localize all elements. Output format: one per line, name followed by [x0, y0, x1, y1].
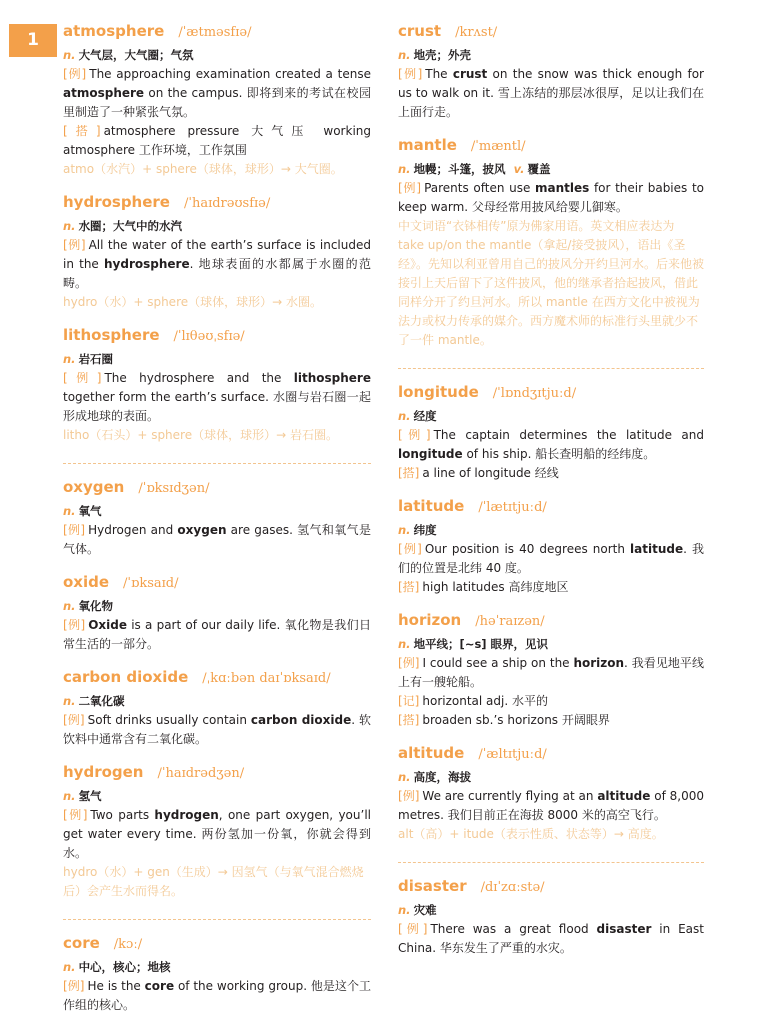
example [63, 977, 371, 1015]
phonetic: /həˈraɪzən/ [475, 614, 545, 629]
example-tag: [例] [398, 67, 423, 81]
etymology: atmo（水汽）+ sphere（球体，球形）→ 大气圈。 [63, 162, 343, 176]
example-keyword: carbon dioxide [250, 713, 352, 727]
pos-label-2: v. [513, 162, 525, 176]
definition-text: 大气层，大气圈；气氛 [78, 48, 194, 62]
example [63, 521, 371, 559]
pos-label: n. [63, 48, 76, 62]
etymology: 中文词语“衣钵相传”原为佛家用语。英文相应表达为 take up/on the mantle（拿起/接受披风），语出《圣经》。先知以利亚曾用自己的披风分开约旦河水。后来他被接引上天后留下了这件披风，他的继承者拾起披风，借此同样分开了约旦河水。所以 mantle 在西方文化中被视为法力或权力传承的媒介。西方魔术师的标准行头里就少不了一件 mantle。 [398, 219, 705, 347]
phonetic: /ˈmæntl/ [470, 139, 526, 154]
definition [63, 787, 371, 806]
example-keyword: horizon [573, 656, 625, 670]
pos-label: n. [398, 523, 411, 537]
example-tag: [例] [63, 523, 86, 537]
headword: atmosphere [63, 22, 165, 40]
phonetic: /dɪˈzɑːstə/ [480, 880, 545, 895]
definition [398, 635, 704, 654]
note [398, 692, 704, 711]
example-text: Two parts [90, 808, 155, 822]
example-text: I could see a ship on the [422, 656, 574, 670]
example [63, 369, 371, 426]
example-tag: [例] [63, 713, 85, 727]
definition-text: 灾难 [413, 903, 437, 917]
example-text: Soft drinks usually contain [87, 713, 251, 727]
page-number-badge: 1 [9, 24, 57, 57]
etymology: hydro（水）+ gen（生成）→ 因氢气（与氧气混合燃烧后）会产生水而得名。 [63, 865, 364, 898]
example-text: is a part of our daily life. 氧化物是我们日常生活的一部分。 [63, 618, 372, 651]
phonetic: /ˈɒksaɪd/ [123, 576, 179, 591]
collocation-tag: [搭] [63, 124, 101, 138]
headword-line [63, 573, 371, 597]
section-divider [63, 919, 371, 920]
entry-crust [398, 22, 704, 122]
definition-text: 高度，海拔 [413, 770, 472, 784]
example [63, 711, 371, 749]
example-keyword: disaster [596, 922, 652, 936]
section-divider [398, 368, 704, 369]
headword: lithosphere [63, 326, 160, 344]
example-text: We are currently flying at an [422, 789, 598, 803]
example [63, 236, 371, 293]
definition [63, 597, 371, 616]
pos-label: n. [398, 637, 411, 651]
example-text: The captain determines the latitude and [433, 428, 704, 442]
example-text: The [425, 67, 453, 81]
phonetic: /ˈɒksɪdʒən/ [138, 481, 210, 496]
example-text: There was a great flood [430, 922, 597, 936]
example-tag: [例] [398, 656, 420, 670]
definition [398, 407, 704, 426]
collocation-text: atmosphere pressure 大气压 working atmosphere 工作环境，工作氛围 [63, 124, 371, 157]
headword: hydrosphere [63, 193, 170, 211]
example-text: . 我们的位置是北纬 40 度。 [398, 542, 704, 575]
definition [398, 160, 704, 179]
example-keyword: core [144, 979, 175, 993]
pos-label: n. [398, 48, 411, 62]
example-tag: [例] [63, 371, 102, 385]
definition [63, 350, 371, 369]
definition-text: 二氧化碳 [78, 694, 125, 708]
phonetic: /ˈhaɪdrəʊsfɪə/ [184, 196, 271, 211]
pos-label: n. [398, 770, 411, 784]
headword-line [398, 22, 704, 46]
phonetic: /ˈhaɪdrədʒən/ [157, 766, 245, 781]
headword-line [398, 877, 704, 901]
entry-oxide [63, 573, 371, 654]
headword: carbon dioxide [63, 668, 189, 686]
example-tag: [例] [398, 181, 422, 195]
pos-label: n. [63, 960, 76, 974]
collocation-tag: [搭] [398, 580, 420, 594]
definition-text: 水圈；大气中的水汽 [78, 219, 183, 233]
example-keyword: hydrosphere [104, 257, 190, 271]
example [398, 179, 704, 217]
collocation [398, 464, 704, 483]
example-keyword: hydrogen [154, 808, 219, 822]
example [398, 426, 704, 464]
definition [398, 768, 704, 787]
example-text: of 8,000 metres. 我们目前正在海拔 8000 米的高空飞行。 [398, 789, 704, 822]
entry-atmosphere [63, 22, 371, 179]
example-tag: [例] [398, 428, 431, 442]
headword: oxide [63, 573, 110, 591]
pos-label: n. [63, 219, 76, 233]
entry-oxygen [63, 478, 371, 559]
definition [398, 901, 704, 920]
example [398, 65, 704, 122]
phonetic: /ˈætməsfɪə/ [178, 25, 252, 40]
pos-label: n. [63, 599, 76, 613]
headword: altitude [398, 744, 465, 762]
example-text: for their babies to keep warm. 父母经常用披风给婴儿御寒。 [398, 181, 704, 214]
example [63, 806, 371, 863]
etymology: alt（高）+ itude（表示性质、状态等）→ 高度。 [398, 827, 664, 841]
definition [63, 217, 371, 236]
pos-label: n. [63, 352, 76, 366]
definition-text: 氧气 [78, 504, 102, 518]
example-keyword: latitude [630, 542, 684, 556]
example-text: All the water of the earth’s surface is included in the [63, 238, 371, 271]
definition-text: 经度 [413, 409, 437, 423]
pos-label: n. [63, 504, 76, 518]
example [398, 540, 704, 578]
headword-line [63, 193, 371, 217]
example-text: are gases. 氢气和氧气是气体。 [63, 523, 371, 556]
collocation-text: a line of longitude 经线 [422, 466, 559, 480]
etymology: hydro（水）+ sphere（球体，球形）→ 水圈。 [63, 295, 322, 309]
example-keyword: mantles [535, 181, 590, 195]
example-keyword: longitude [398, 447, 463, 461]
example-keyword: crust [452, 67, 488, 81]
example-keyword: altitude [597, 789, 651, 803]
example-tag: [例] [63, 808, 88, 822]
headword: disaster [398, 877, 467, 895]
entry-latitude [398, 497, 704, 597]
phonetic: /ˈlɒndʒɪtjuːd/ [492, 386, 577, 401]
definition-text: 氢气 [78, 789, 102, 803]
example-keyword: oxygen [177, 523, 227, 537]
example [398, 920, 704, 958]
pos-label: n. [398, 409, 411, 423]
section-divider [398, 862, 704, 863]
headword: longitude [398, 383, 479, 401]
headword-line [63, 668, 371, 692]
phonetic: /ˈæltɪtjuːd/ [478, 747, 547, 762]
note-tag: [记] [398, 694, 420, 708]
example-text: . 地球表面的水都属于水圈的范畴。 [63, 257, 371, 290]
example-keyword: lithosphere [293, 371, 371, 385]
headword-line [398, 497, 704, 521]
pos-label: n. [63, 789, 76, 803]
example-text: in East China. 华东发生了严重的水灾。 [398, 922, 704, 955]
definition-text: 地壳；外壳 [413, 48, 472, 62]
headword: mantle [398, 136, 457, 154]
collocation [398, 711, 704, 730]
entry-hydrogen [63, 763, 371, 901]
example-text: The hydrosphere and the [104, 371, 294, 385]
headword: latitude [398, 497, 465, 515]
headword-line [63, 934, 371, 958]
definition [63, 958, 371, 977]
headword: crust [398, 22, 442, 40]
entry-carbon-dioxide [63, 668, 371, 749]
headword: hydrogen [63, 763, 144, 781]
example [398, 787, 704, 825]
example-text: The approaching examination created a tense [89, 67, 371, 81]
collocation [398, 578, 704, 597]
example-tag: [例] [63, 979, 85, 993]
example-keyword: Oxide [88, 618, 127, 632]
collocation-tag: [搭] [398, 713, 420, 727]
example [398, 654, 704, 692]
example-text: Hydrogen and [88, 523, 178, 537]
definition-text-2: 覆盖 [527, 162, 551, 176]
phonetic: /krʌst/ [455, 25, 498, 40]
example-text: Our position is 40 degrees north [424, 542, 631, 556]
headword-line [63, 22, 371, 46]
example-text: of his ship. 船长查明船的经纬度。 [462, 447, 656, 461]
headword: core [63, 934, 100, 952]
left-column [63, 22, 371, 1015]
section-divider [63, 463, 371, 464]
definition [63, 46, 371, 65]
definition-text: 纬度 [413, 523, 437, 537]
headword-line [398, 383, 704, 407]
note-text: horizontal adj. 水平的 [422, 694, 548, 708]
example-tag: [例] [398, 789, 420, 803]
headword: oxygen [63, 478, 125, 496]
phonetic: /kɔː/ [113, 937, 143, 952]
example-tag: [例] [63, 618, 86, 632]
collocation-text: broaden sb.’s horizons 开阔眼界 [422, 713, 610, 727]
example [63, 65, 371, 122]
definition-text: 地幔；斗篷，披风 [413, 162, 506, 176]
definition [63, 692, 371, 711]
definition-text: 氧化物 [78, 599, 114, 613]
example-text: together form the earth’s surface. 水圈与岩石圈一起形成地球的表面。 [63, 390, 371, 423]
example-text: He is the [87, 979, 145, 993]
definition-text: 地平线；[~s] 眼界，见识 [413, 637, 549, 651]
definition [398, 46, 704, 65]
headword-line [398, 136, 704, 160]
phonetic: /ˈlɪθəʊˌsfɪə/ [173, 329, 245, 344]
example-keyword: atmosphere [63, 86, 145, 100]
example-text: . 我看见地平线上有一艘轮船。 [398, 656, 704, 689]
etymology: litho（石头）+ sphere（球体，球形）→ 岩石圈。 [63, 428, 338, 442]
pos-label: n. [398, 162, 411, 176]
entry-mantle [398, 136, 704, 350]
pos-label: n. [398, 903, 411, 917]
example-tag: [例] [63, 67, 87, 81]
example-text: of the working group. 他是这个工作组的核心。 [63, 979, 371, 1012]
entry-hydrosphere [63, 193, 371, 312]
example-text: Parents often use [424, 181, 535, 195]
collocation-tag: [搭] [398, 466, 420, 480]
collocation-text: high latitudes 高纬度地区 [422, 580, 569, 594]
entry-disaster [398, 877, 704, 958]
headword: horizon [398, 611, 462, 629]
entry-lithosphere [63, 326, 371, 445]
headword-line [63, 478, 371, 502]
headword-line [398, 744, 704, 768]
entry-altitude [398, 744, 704, 844]
example-text: on the snow was thick enough for us to walk on it. 雪上冻结的那层冰很厚，足以让我们在上面行走。 [398, 67, 704, 119]
definition-text: 中心，核心；地核 [78, 960, 171, 974]
entry-horizon [398, 611, 704, 730]
headword-line [398, 611, 704, 635]
example-text: , one part oxygen, you’ll get water every time. 两份氢加一份氧，你就会得到水。 [63, 808, 371, 860]
pos-label: n. [63, 694, 76, 708]
headword-line [63, 326, 371, 350]
example-tag: [例] [398, 542, 422, 556]
example-text: . 软饮料中通常含有二氧化碳。 [63, 713, 371, 746]
example-tag: [例] [63, 238, 86, 252]
definition-text: 岩石圈 [78, 352, 114, 366]
collocation [63, 122, 371, 160]
phonetic: /ˈlætɪtjuːd/ [478, 500, 547, 515]
right-column [398, 22, 704, 958]
phonetic: /ˌkɑːbən daɪˈɒksaɪd/ [202, 671, 331, 686]
example-text: on the campus. 即将到来的考试在校园里制造了一种紧张气氛。 [63, 86, 371, 119]
definition [63, 502, 371, 521]
headword-line [63, 763, 371, 787]
entry-core [63, 934, 371, 1015]
example-tag: [例] [398, 922, 428, 936]
definition [398, 521, 704, 540]
example [63, 616, 371, 654]
entry-longitude [398, 383, 704, 483]
